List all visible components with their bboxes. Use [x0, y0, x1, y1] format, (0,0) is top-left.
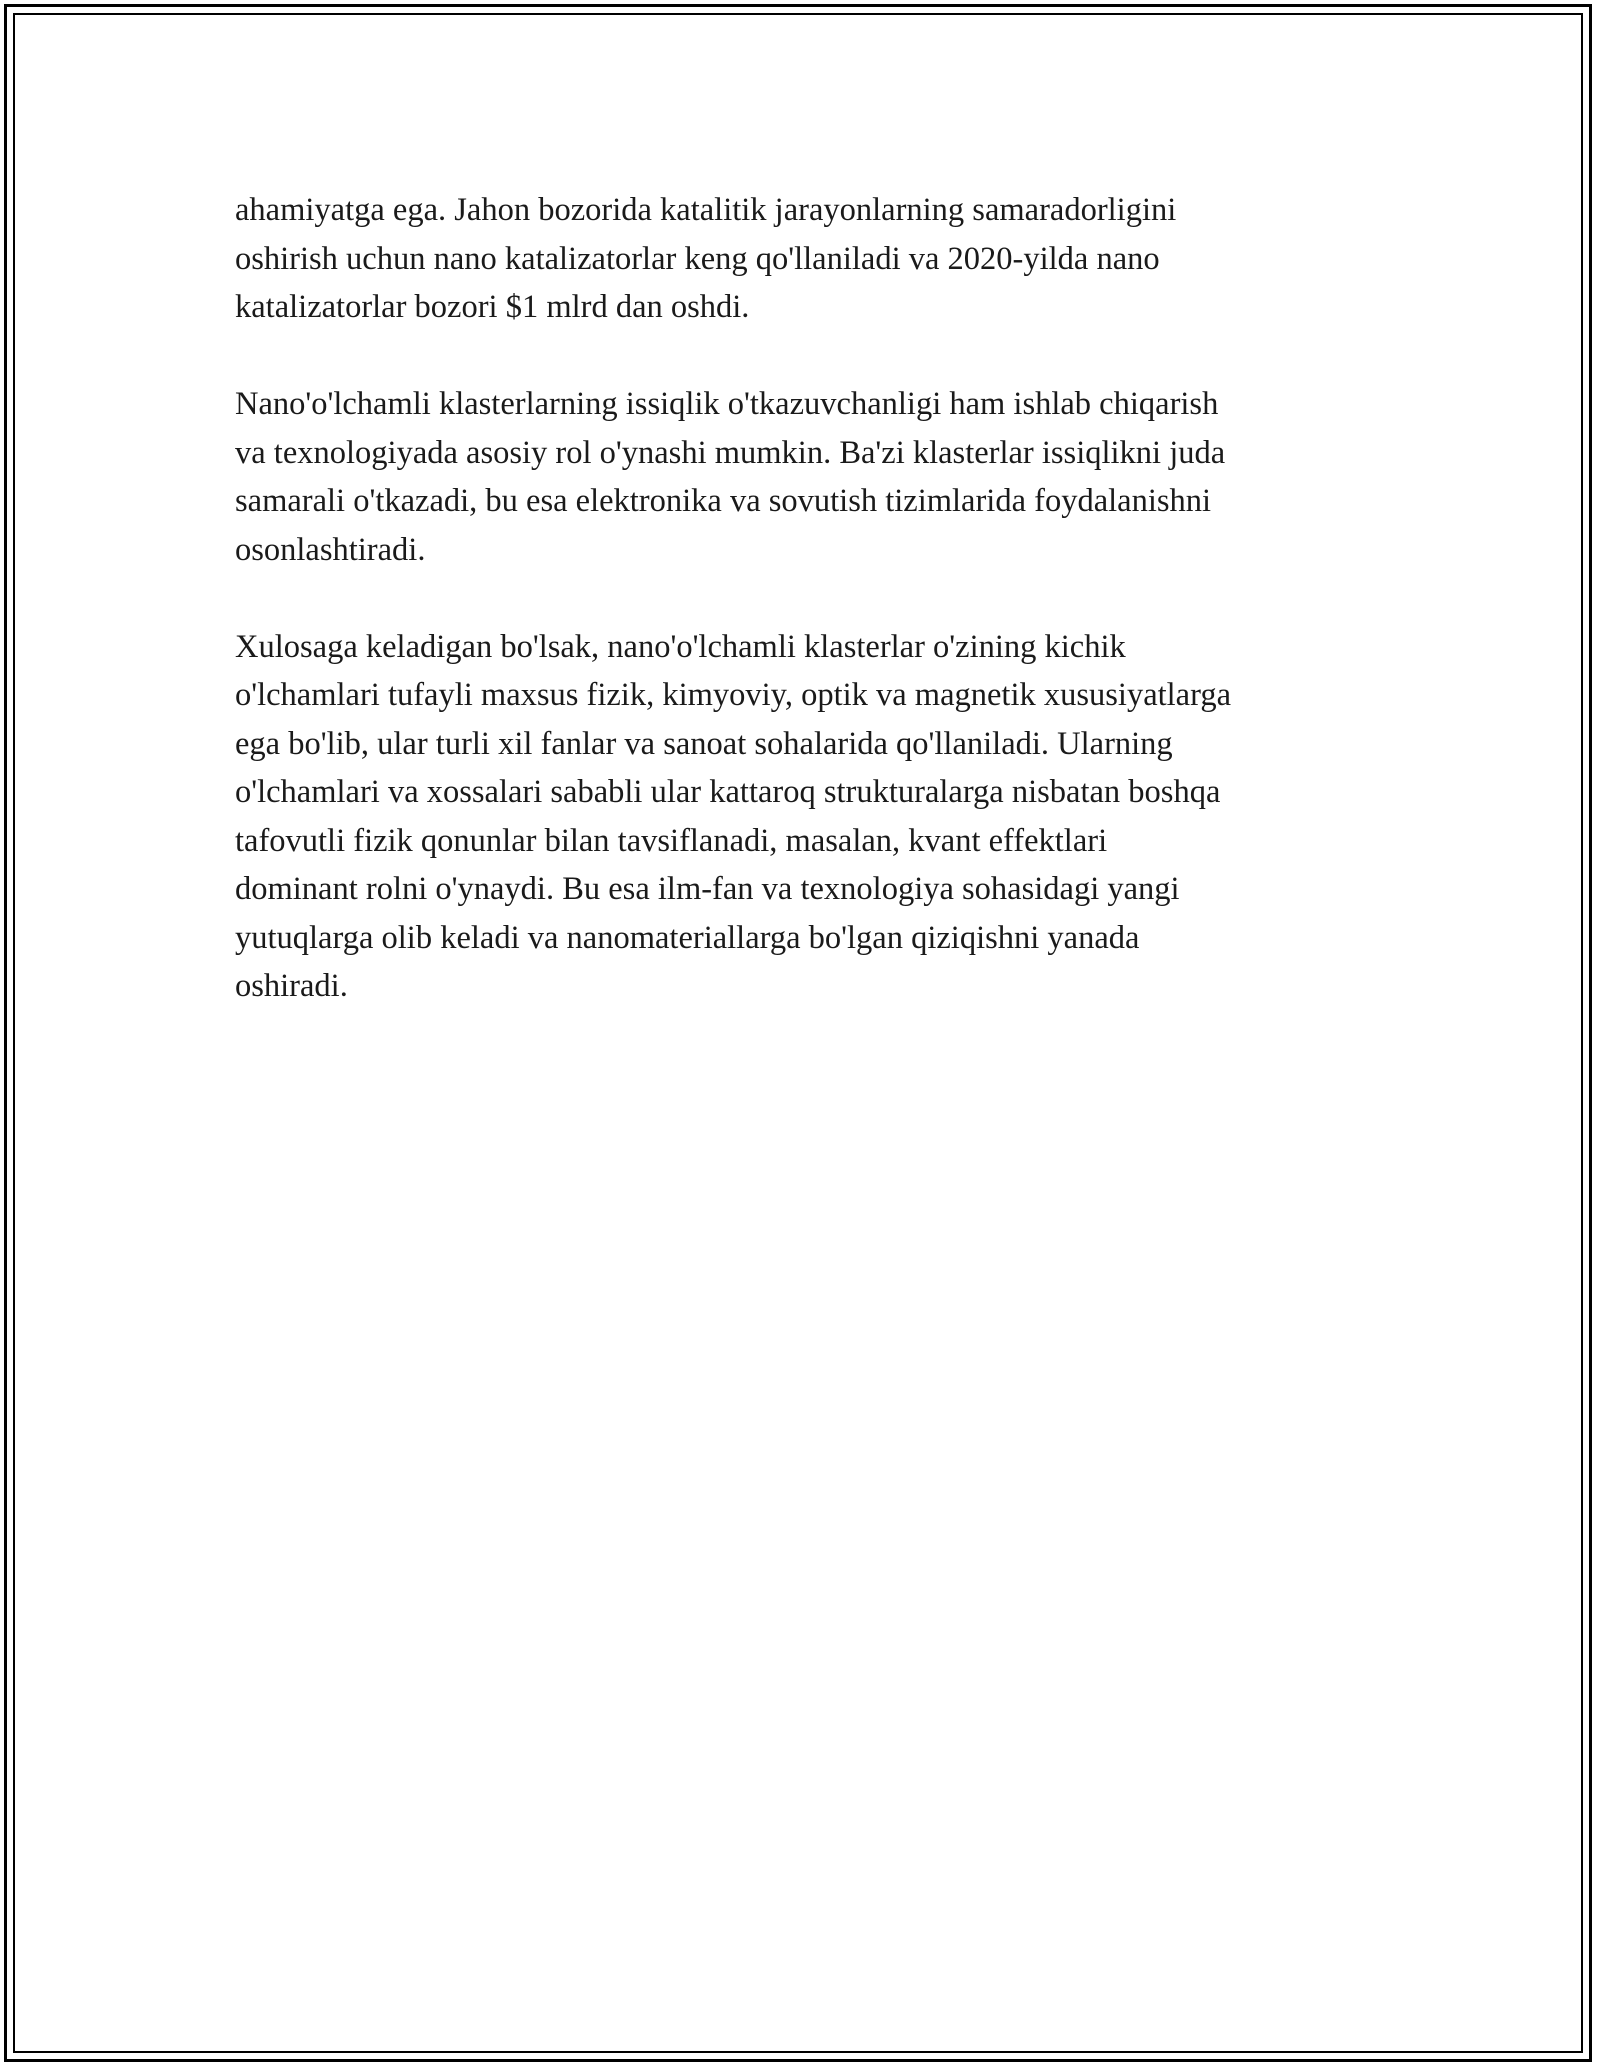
paragraph-3: Xulosaga keladigan bo'lsak, nano'o'lchamli klasterlar o'zining kichik o'lchamlari tufayli maxsus fizik, kimyoviy, optik va magnetik xususiyatlarga ega bo'lib, ular turli xil fanlar va sanoat sohalarida qo'llaniladi. Ularning o'lchamlari va xossalari sababli ular kattaroq strukturalarga nisbatan boshqa tafovutli fizik qonunlar bilan tavsiflanadi, masalan, kvant effektlari dominant rolni o'ynaydi. Bu esa ilm-fan va texnologiya sohasidagi yangi yutuqlarga olib keladi va nanomateriallarga bo'lgan qiziqishni yanada oshiradi. [235, 628, 1232, 1004]
paragraph-1: ahamiyatga ega. Jahon bozorida katalitik jarayonlarning samaradorligini oshirish uchun nano katalizatorlar keng qo'llaniladi va 2020-yilda nano katalizatorlar bozori $1 mlrd dan oshdi. [235, 192, 1177, 325]
document-body [235, 186, 1380, 1059]
paragraph-2: Nano'o'lchamli klasterlarning issiqlik o'tkazuvchanligi ham ishlab chiqarish va texnologiyada asosiy rol o'ynashi mumkin. Ba'zi klasterlar issiqlikni juda samarali o'tkazadi, bu esa elektronika va sovutish tizimlarida foydalanishni osonlashtiradi. [235, 386, 1226, 568]
